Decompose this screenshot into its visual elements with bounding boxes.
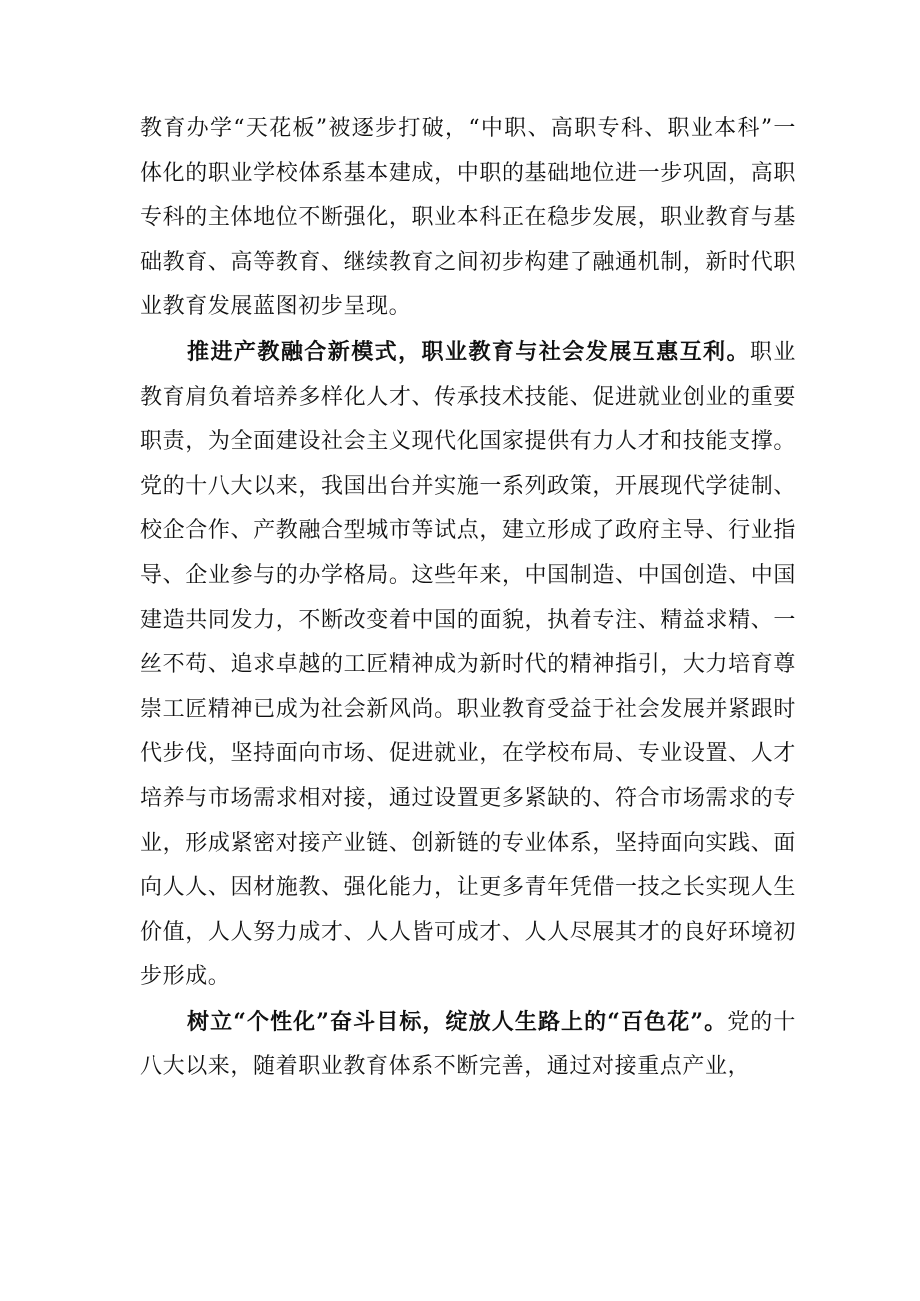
paragraph-3-lead: 树立“个性化”奋斗目标，绽放人生路上的“百色花”。 xyxy=(187,1008,728,1035)
paragraph-1-body: 教育办学“天花板”被逐步打破，“中职、高职专科、职业本科”一体化的职业学校体系基本建成，中职的基础地位进一步巩固，高职专科的主体地位不断强化，职业本科正在稳步发展，职业教育与基础教育、高等教育、继续教育之间初步构建了融通机制，新时代职业教育发展蓝图初步呈现。 xyxy=(140,116,796,320)
paragraph-3 xyxy=(140,1000,796,1090)
paragraph-2-body: 职业教育肩负着培养多样化人才、传承技术技能、促进就业创业的重要职责，为全面建设社会主义现代化国家提供有力人才和技能支撑。党的十八大以来，我国出台并实施一系列政策，开展现代学徒制、校企合作、产教融合型城市等试点，建立形成了政府主导、行业指导、企业参与的办学格局。这些年来，中国制造、中国创造、中国建造共同发力，不断改变着中国的面貌，执着专注、精益求精、一丝不苟、追求卓越的工匠精神成为新时代的精神指引，大力培育尊崇工匠精神已成为社会新风尚。职业教育受益于社会发展并紧跟时代步伐，坚持面向市场、促进就业，在学校布局、专业设置、人才培养与市场需求相对接，通过设置更多紧缺的、符合市场需求的专业，形成紧密对接产业链、创新链的专业体系，坚持面向实践、面向人人、因材施教、强化能力，让更多青年凭借一技之长实现人生价值，人人努力成才、人人皆可成才、人人尽展其才的良好环境初步形成。 xyxy=(140,339,796,990)
paragraph-1 xyxy=(140,106,796,330)
document-body xyxy=(140,106,796,1090)
paragraph-2 xyxy=(140,330,796,1000)
paragraph-3-body: 党的十八大以来，随着职业教育体系不断完善，通过对接重点产业， xyxy=(140,1009,796,1080)
paragraph-2-lead: 推进产教融合新模式，职业教育与社会发展互惠互利。 xyxy=(187,338,750,365)
